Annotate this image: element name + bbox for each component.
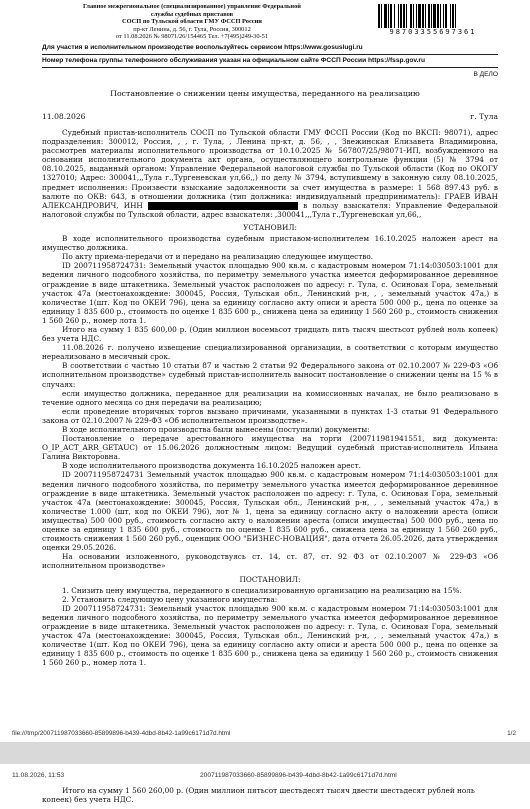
- intro-paragraph: [42, 128, 498, 219]
- barcode: [378, 4, 488, 28]
- postanovil-heading: ПОСТАНОВИЛ:: [239, 574, 301, 584]
- resolution-item: 1. Снизить цену имущества, переданного в специализированную организацию на реализацию на 15%.: [62, 585, 462, 595]
- document-page-2: [42, 786, 498, 804]
- header-line-3: СОСП по Тульской области ГМУ ФССП России: [121, 18, 262, 26]
- issuer-header: [42, 3, 342, 41]
- page-gap: [0, 742, 530, 764]
- paragraph: ID 200711958724731: Земельный участок площадью 900 кв.м. с кадастровым номером 71:14:030503:1001 для ведения личного подсобного хозяйства, по периметру земельного участка имеется деформированное деревянное ограждение в виде штакетника. Земельный участок расположен по адресу: г. Тула, с. Осиновая Гора, земельный участок 47а (местонахождение: 300045, Россия, Тульская обл., Ленинский р-н, , , земельный участок 47а,) в количестве 1(шт. Код по ОКЕИ 796), цена за единицу согласно акту описи и ареста 500 000 р., цена по оценке за единицу 1 835 600 р., стоимость по оценке 1 835 600 р., снижена цена за единицу 1 560 260 р., стоимость снижения 1 560 260 р., номер лота 1.: [42, 261, 498, 325]
- paragraph: если имущество должника, переданное для реализации на комиссионных началах, не было реализовано в течение одного месяца со дня передачи на реализацию;: [42, 388, 498, 407]
- header-line-2: службы судебных приставов: [150, 10, 234, 18]
- paragraph: Итого на сумму 1 835 600,00 р. (Один миллион восемьсот тридцать пять тысяч шестьсот рублей ноль копеек) без учета НДС.: [42, 324, 498, 344]
- paragraph: По акту приема-передачи от и передано на реализацию следующее имущество.: [62, 252, 374, 262]
- paragraph: В соответствии с частью 10 статьи 87 и частью 2 статьи 92 Федерального закона от 02.10.2007 № 229-ФЗ «Об исполнительном производстве» судебный пристав-исполнитель выносит постановление о снижении цены на 15 % в случаях:: [42, 361, 498, 389]
- paragraph: ID 200711958724731 Земельный участок площадью 900 кв.м. с кадастровым номером 71:14:030503:1001 для ведения личного подсобного хозяйства, по периметру земельного участка имеется деформированное деревянное ограждение в виде штакетника. Земельный участок расположен по адресу: г. Тула, с. Осиновая Гора, земельный участок 47а (местонахождение: 300045, Россия, Тульская обл., Ленинский р-н, , , земельный участок 47а,) в количестве 1.000 (шт, код по ОКЕИ 796), лот № 1, цена за единицу согласно акту о наложении ареста (описи имущества) 500 000 руб., стоимость согласно акту о наложении ареста (описи имущества) 500 000 руб., цена по оценке за единицу 1 835 600 руб., стоимость по оценке 1 835 600 руб., снижена цена за единицу 1 560 260 руб., стоимость снижения 1 560 260 руб., оценщик ООО "БИЗНЕС-НОВАЦИЯ", дата отчета 26.05.2026, дата утверждения оценки 29.05.2026.: [42, 470, 498, 553]
- paragraph: В ходе исполнительного производства судебным приставом-исполнителем 16.10.2025 наложен арест на имущество должника.: [42, 234, 498, 253]
- resolution-item: 2. Установить следующую цену указанного имущества:: [62, 594, 278, 604]
- intro-tail-text: в пользу взыскателя: Управление Федеральной налоговой службы по Тульской области, адрес взыскателя: ,300041,,,Тула г.,Тургеневская ул,66,,: [42, 200, 498, 219]
- paragraph: 11.08.2026 г. получено извещение специализированной организации, в соответствии с которым имущество нереализовано в месячный срок.: [42, 343, 498, 362]
- print-footer-url: file:///tmp/200711987033660-85899896-b439-4dbd-8b42-1a99c6171d7d.html: [12, 730, 231, 737]
- paragraph: Итого на сумму 1 560 260,00 р. (Один миллион пятьсот шестьдесят тысяч двести шестьдесят рублей ноль копеек) без учета НДС.: [42, 786, 475, 805]
- divider: [42, 54, 498, 55]
- redaction-bar: [148, 202, 298, 210]
- phone-notice: Номер телефона группы телефонного обслуживания указан на официальном сайте ФССП России https://fssp.gov.ru: [42, 57, 425, 64]
- document-date: 11.08.2026: [42, 112, 86, 121]
- v-delo-mark: В ДЕЛО: [473, 71, 498, 78]
- document-city: г. Тула: [470, 112, 498, 121]
- print-header-datetime: 11.08.2026, 11:53: [12, 772, 65, 779]
- paragraph: если проведение вторичных торгов вызвано причинами, указанными в пунктах 1-3 статьи 91 Федерального закона от 02.10.2007 № 229-ФЗ «Об исполнительном производстве».: [42, 406, 498, 425]
- paragraph: На основании изложенного, руководствуясь ст. 14, ст. 87, ст. 92 ФЗ от 02.10.2007 № 229-ФЗ «Об исполнительном производстве»: [42, 552, 498, 571]
- paragraph: В ходе исполнительного производства были вынесены (поступили) документы:: [62, 425, 370, 434]
- ustanovil-heading: УСТАНОВИЛ:: [243, 222, 297, 232]
- divider: [42, 67, 498, 68]
- document-title: Постановление о снижении цены имущества, переданного на реализацию: [110, 89, 420, 98]
- print-footer-page: 1/2: [507, 730, 516, 737]
- intro-text: Судебный пристав-исполнитель СОСП по Тульской области ГМУ ФССП России (Код по ВКСП: 98071), адрес подразделения: 300012, Россия, , , г. Тула, , Ленина пр-кт, д. 56, , , Звежинская Елизавета Владимировна, рассмотрев материалы исполнительного производства от 10.10.2025 № 567807/25/98071-ИП, возбужденного на основании исполнительного документа акт органа, осуществляющего контрольные функции (5) № 3794 от 08.10.2025, выданный органом: Управление Федеральной налоговой службы по Тульской области (Код по ОКОГУ 1327010; Адрес: 300041,,,Тула г.,Тургеневская ул,66,,) по делу № 3794, вступившему в законную силу 08.10.2025, предмет исполнения: Произвести взыскание задолженности за счет имущества в размере: 1 568 897.43 руб. в валюте по ОКВ: 643, в отношении должника (тип должника: индивидуальный предприниматель): ГРАЕВ ИВАН АЛЕКСАНДРОВИЧ, ИНН: [42, 128, 498, 210]
- header-line-1: Главное межрегиональное (специализированное) управление Федеральной: [83, 3, 301, 10]
- barcode-number: 98703355697361: [389, 28, 477, 36]
- header-line-5: от 11.08.2026 № 98071/26/154465 Тел. +7(495)249-30-51: [115, 33, 269, 41]
- gosuslugi-notice: Для участия в исполнительном производстве воспользуйтесь сервисом https://www.gosuslugi.ru: [42, 44, 363, 51]
- resolution-item: ID 200711958724731: Земельный участок площадью 900 кв.м. с кадастровым номером 71:14:030503:1001 для ведения личного подсобного хозяйства, по периметру земельного участка имеется деформированное деревянное ограждение в виде штакетника. Земельный участок расположен по адресу: г. Тула, с. Осиновая Гора, земельный участок 47а (местонахождение: 300045, Россия, Тульская обл., Ленинский р-н, , , земельный участок 47а,) в количестве 1(шт. Код по ОКЕИ 796), цена за единицу согласно акту описи и ареста 500 000 р., цена по оценке за единицу 1 835 600 р., стоимость по оценке 1 835 600 р., снижена цена за единицу 1 560 260 р., стоимость снижения 1 560 260 р., номер лота 1.: [42, 603, 498, 668]
- paragraph: В ходе исполнительного производства документа 16.10.2025 наложен арест.: [62, 461, 361, 471]
- paragraph: Постановление о передаче арестованного имущества на торги (200711981941551, вид документа: O_IP_ACT_ARR_GETAUC) от 15.06.2026 должностным лицом: Ведущий судебный пристав-исполнитель Ильина Галина Викторовна.: [42, 434, 498, 462]
- print-header-filename: 200711987033660-85899896-b439-4dbd-8b42-1a99c6171d7d.html: [200, 772, 397, 779]
- document-body: [42, 128, 498, 667]
- barcode-bar: [456, 4, 458, 28]
- header-line-4: пр-кт Ленина, д. 56, г. Тула, Россия, 300012: [133, 25, 251, 33]
